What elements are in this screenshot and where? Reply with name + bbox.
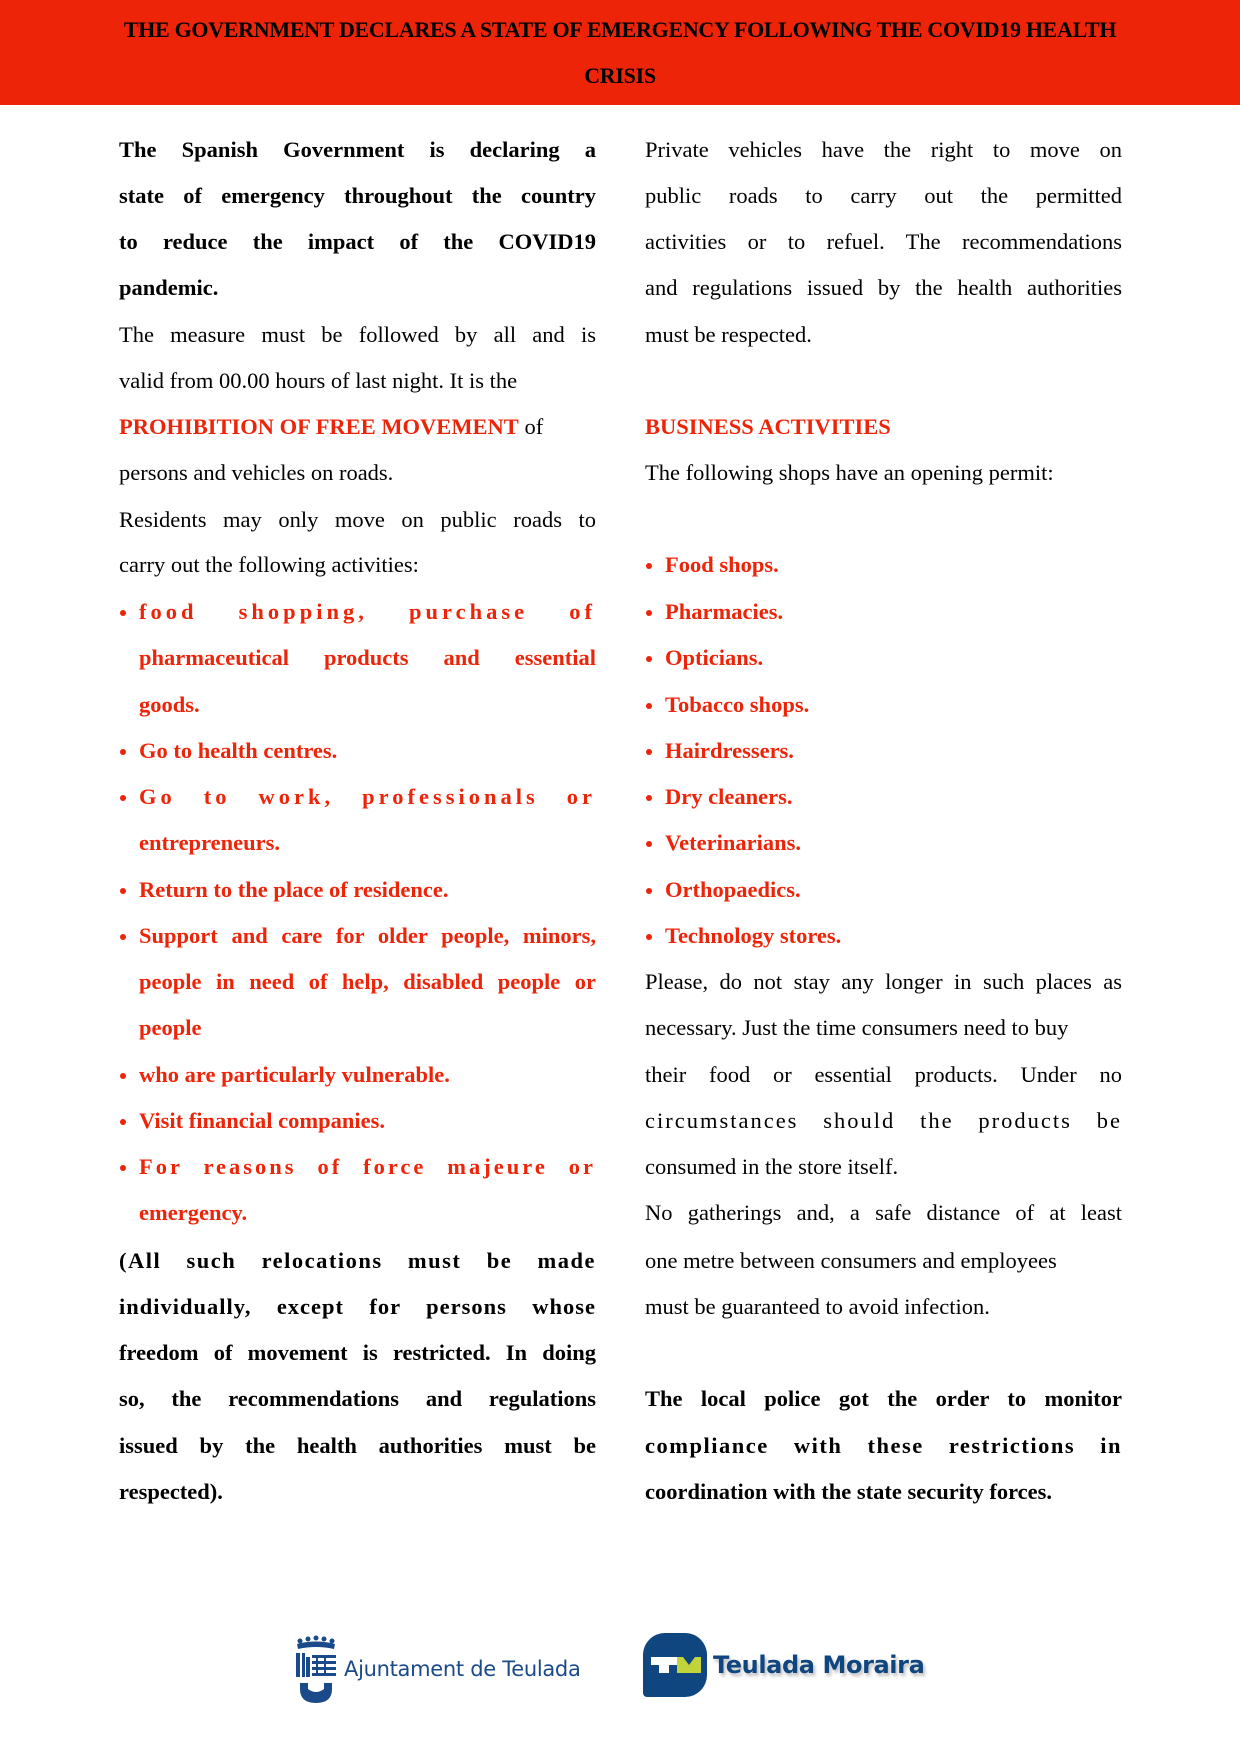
prohibition-suffix: of [518,414,544,439]
note-line: issued by the health authorities must be [119,1433,596,1458]
bullet-icon [645,920,657,952]
header-banner [0,0,1240,105]
bullet-icon [119,1151,131,1183]
banner-title-line-1: THE GOVERNMENT DECLARES A STATE OF EMERGENCY FOLLOWING THE COVID19 HEALTH [123,17,1117,42]
bullet-icon [645,874,657,906]
activity-line: goods. [139,692,200,717]
advice-line: necessary. Just the time consumers need to buy [645,1015,1069,1040]
measure-line: The measure must be followed by all and is [119,322,596,347]
advice-line: their food or essential products. Under no [645,1062,1122,1087]
bullet-icon [119,920,131,952]
activity-line: For reasons of force majeure or [139,1154,596,1179]
banner-title-line-2: CRISIS [584,63,656,88]
activity-line: emergency. [139,1200,248,1225]
bullet-icon [645,596,657,628]
activity-line: food shopping, purchase of [139,599,596,624]
intro-line: state of emergency throughout the country [119,183,596,208]
note-line: freedom of movement is restricted. In doing [119,1340,596,1365]
distance-line: one metre between consumers and employees [645,1248,1057,1273]
residents-line: carry out the following activities: [119,552,419,577]
bullet-icon [645,827,657,859]
advice-line: circumstances should the products be [645,1108,1122,1133]
shop-label: Dry cleaners. [665,784,793,809]
prohibition-line-2: persons and vehicles on roads. [119,460,394,485]
residents-line: Residents may only move on public roads to [119,507,596,532]
ajuntament-logo [294,1635,594,1705]
prohibition-line [119,411,596,443]
shop-label: Food shops. [665,552,779,577]
note-line: (All such relocations must be made [119,1248,596,1273]
intro-line: The Spanish Government is declaring a [119,137,596,162]
note-line: so, the recommendations and regulations [119,1386,596,1411]
police-line: The local police got the order to monitor [645,1386,1122,1411]
distance-line: must be guaranteed to avoid infection. [645,1294,990,1319]
shop-label: Pharmacies. [665,599,784,624]
activity-line: Support and care for older people, minors, [139,923,596,948]
activity-line: who are particularly vulnerable. [139,1062,450,1087]
ajuntament-logo-text: Ajuntament de Teulada [344,1657,581,1681]
advice-line: Please, do not stay any longer in such places as [645,969,1122,994]
shop-label: Tobacco shops. [665,692,810,717]
vehicles-line: Private vehicles have the right to move on [645,137,1122,162]
bullet-icon [119,781,131,813]
bullet-icon [119,1059,131,1091]
activity-line: entrepreneurs. [139,830,281,855]
bullet-icon [119,735,131,767]
bullet-icon [119,874,131,906]
intro-line: pandemic. [119,275,219,300]
police-line: coordination with the state security forces. [645,1479,1053,1504]
bullet-icon [645,781,657,813]
vehicles-line: and regulations issued by the health authorities [645,275,1122,300]
bullet-icon [645,549,657,581]
activity-line: Go to health centres. [139,738,338,763]
bullet-icon [645,735,657,767]
shop-label: Veterinarians. [665,830,802,855]
footer-logos [0,1625,1240,1715]
advice-line: consumed in the store itself. [645,1154,899,1179]
vehicles-line: public roads to carry out the permitted [645,183,1122,208]
prohibition-highlight: PROHIBITION OF FREE MOVEMENT [119,414,519,439]
activity-line: people in need of help, disabled people or [139,969,596,994]
vehicles-line: must be respected. [645,322,812,347]
activity-line: people [139,1015,202,1040]
shop-label: Technology stores. [665,923,842,948]
coat-of-arms-icon [294,1635,338,1705]
bullet-icon [119,1105,131,1137]
bullet-icon [119,596,131,628]
police-line: compliance with these restrictions in [645,1433,1122,1458]
teulada-moraira-logo [643,1633,963,1715]
activity-line: pharmaceutical products and essential [139,645,596,670]
shop-label: Hairdressers. [665,738,794,763]
note-line: respected). [119,1479,223,1504]
intro-line: to reduce the impact of the COVID19 [119,229,596,254]
activity-line: Return to the place of residence. [139,877,449,902]
business-heading: BUSINESS ACTIVITIES [645,414,891,439]
measure-line: valid from 00.00 hours of last night. It is the [119,368,518,393]
vehicles-line: activities or to refuel. The recommendations [645,229,1122,254]
bullet-icon [645,642,657,674]
note-line: individually, except for persons whose [119,1294,596,1319]
tm-logo-icon [643,1633,707,1697]
shop-label: Opticians. [665,645,764,670]
teulada-moraira-logo-text: Teulada Moraira [713,1651,925,1679]
activity-line: Visit financial companies. [139,1108,386,1133]
shops-intro: The following shops have an opening permit: [645,460,1054,485]
shop-label: Orthopaedics. [665,877,801,902]
activity-line: Go to work, professionals or [139,784,596,809]
distance-line: No gatherings and, a safe distance of at least [645,1200,1122,1225]
bullet-icon [645,689,657,721]
